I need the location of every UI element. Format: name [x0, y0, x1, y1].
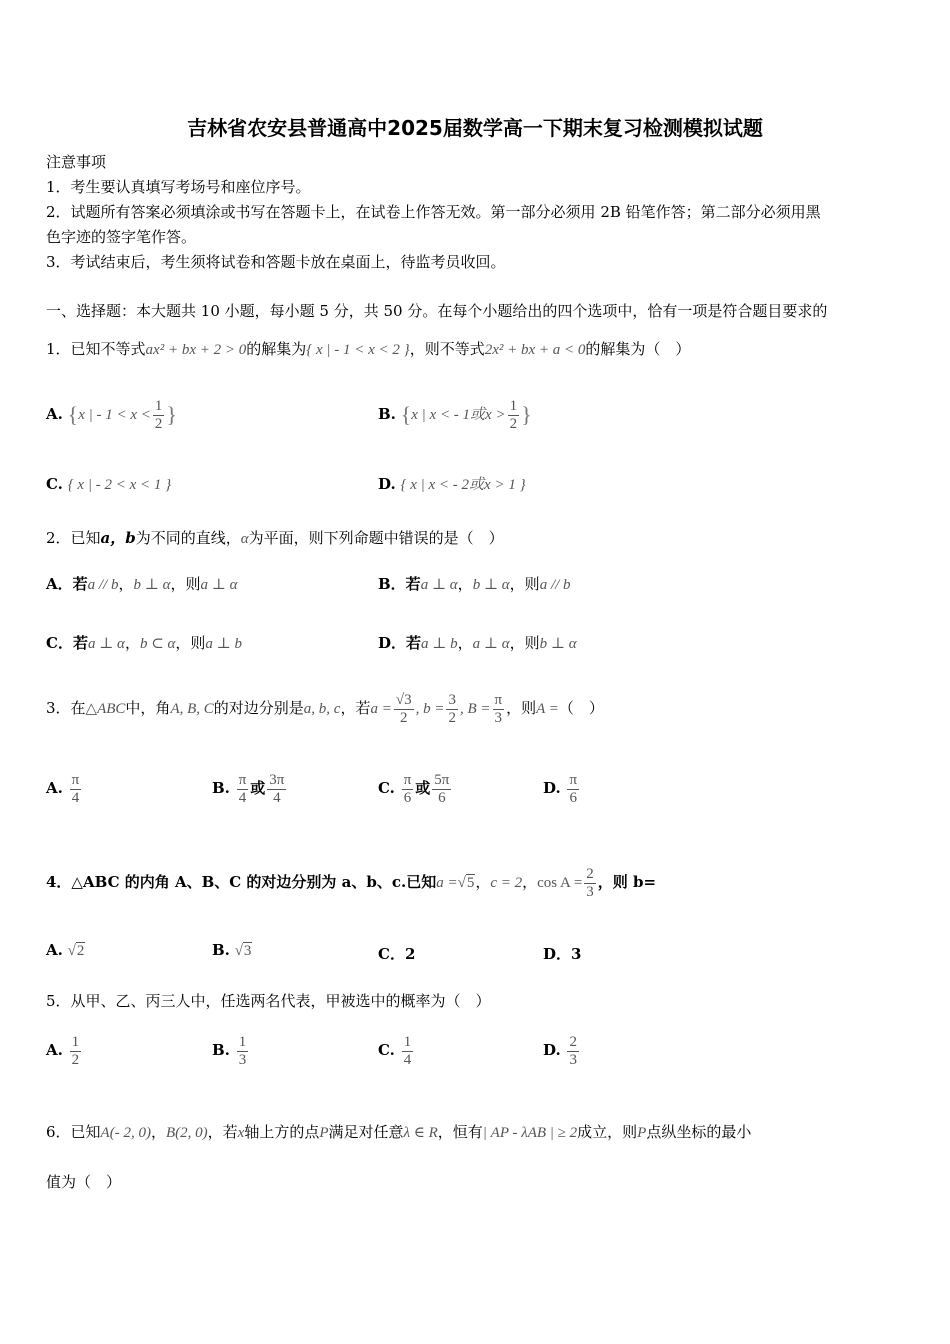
sep: ， [522, 873, 538, 891]
q3-option-b[interactable] [212, 768, 288, 808]
frac-den: 3 [238, 1051, 247, 1068]
q5-option-b[interactable] [212, 1030, 250, 1070]
frac-num: π [403, 771, 412, 788]
or-text: 或 [415, 779, 431, 797]
page-title: 吉林省农安县普通高中2025届数学高一下期末复习检测模拟试题 [187, 116, 763, 140]
frac-den: 4 [403, 1051, 412, 1068]
sep: ， [118, 575, 134, 593]
sep: ，则 [170, 575, 201, 593]
q6-math: B(2, 0) [165, 1125, 208, 1141]
q3-math: A = [536, 701, 559, 717]
q1-option-b[interactable]: B. {x | x < - 1或x > $\frac{1}{2}$ } [378, 397, 532, 432]
q4-math: c = 2 [490, 875, 523, 891]
q4-option-c[interactable] [378, 944, 415, 964]
q2-option-b[interactable] [378, 574, 571, 595]
q3-math: , b = [415, 701, 445, 717]
q6-math: λ ∈ R [403, 1125, 438, 1141]
sep: ， [457, 634, 473, 652]
frac-den: 4 [238, 789, 247, 806]
frac-num: 3 [448, 691, 456, 708]
option-math: a // b [539, 577, 571, 593]
option-math: b ⊥ α [472, 577, 510, 593]
notice-item: 2．试题所有答案必须填涂或书写在答题卡上，在试卷上作答无效。第一部分必须用 2B 铅笔作答；第二部分必须用黑 [46, 203, 821, 221]
q6-math: x [237, 1125, 245, 1141]
question-2 [46, 528, 504, 549]
option-math: a ⊥ b [205, 636, 243, 652]
option-math: x | - 1 < x < [78, 407, 151, 423]
frac-den: 3 [494, 709, 503, 726]
question-6 [46, 1122, 751, 1143]
q3-math: a, b, c [303, 701, 341, 717]
q3-text: 中，角 [125, 699, 171, 717]
q1-option-a[interactable]: A. {x | - 1 < x < $\frac{1}{2}$ } [46, 397, 177, 432]
q3-option-a[interactable] [46, 768, 83, 808]
section-heading: 一、选择题：本大题共 10 小题，每小题 5 分，共 50 分。在每个小题给出的四个选项中，恰有一项是符合题目要求的 [46, 302, 828, 320]
frac-num: 1 [71, 1033, 80, 1050]
sep: ，则 [509, 575, 540, 593]
q6-text: 轴上方的点 [244, 1123, 320, 1141]
frac-num: 5π [434, 771, 450, 788]
q2-text: 为平面，则下列命题中错误的是（ ） [248, 529, 504, 547]
option-label: A. [46, 941, 63, 959]
q3-text: （ ） [558, 699, 604, 717]
or-text: 或 [250, 779, 266, 797]
option-math: x | x < - 1或x > [411, 407, 506, 423]
q6-number: 6．已知 [46, 1123, 101, 1141]
option-math: a ⊥ b [421, 636, 458, 652]
sqrt-radicand: 3 [243, 943, 252, 959]
q3-text: ，若 [340, 699, 371, 717]
option-label: B. [378, 405, 396, 423]
option-math: a ⊥ α [472, 636, 510, 652]
q3-option-c[interactable] [378, 768, 453, 808]
option-math: b ⊂ α [139, 636, 176, 652]
option-label: B．若 [378, 575, 421, 593]
q5-option-c[interactable] [378, 1030, 415, 1070]
option-label: C． [378, 945, 405, 963]
q2-text: 为不同的直线， [135, 529, 241, 547]
q6-text: ，若 [207, 1123, 238, 1141]
q3-math: △ABC [85, 701, 126, 717]
frac-num: 3π [269, 771, 285, 788]
frac-den: 4 [71, 789, 80, 806]
q6-text: 满足对任意 [328, 1123, 404, 1141]
option-math: b ⊥ α [539, 636, 577, 652]
q4-math: cos A = [537, 875, 583, 891]
frac-num: 2 [586, 865, 594, 882]
frac-den: 2 [448, 709, 456, 726]
frac-den: 2 [154, 415, 163, 432]
option-label: B. [212, 1041, 230, 1059]
frac-num: 1 [238, 1033, 247, 1050]
option-math: { x | x < - 2或x > 1 } [400, 477, 526, 493]
sep: ， [150, 1123, 166, 1141]
q3-text: 的对边分别是 [213, 699, 304, 717]
q2-number: 2．已知 [46, 529, 101, 547]
sqrt-radicand: 5 [466, 875, 475, 891]
q3-option-d[interactable] [543, 768, 581, 808]
q1-math: 2x² + bx + a < 0 [484, 342, 586, 358]
option-math: a ⊥ α [200, 577, 238, 593]
question-5: 5．从甲、乙、丙三人中，任选两名代表，甲被选中的概率为（ ） [46, 992, 491, 1010]
q1-text: 的解集为（ ） [585, 340, 691, 358]
q3-text: ，则 [506, 699, 537, 717]
q1-math: ax² + bx + 2 > 0 [145, 342, 247, 358]
q4-option-b[interactable]: B. √3 [212, 941, 252, 959]
sep: ， [124, 634, 140, 652]
q2-math: α [240, 531, 249, 547]
q4-text: ，则 b= [597, 873, 657, 891]
q5-option-d[interactable] [543, 1030, 581, 1070]
frac-num: 2 [569, 1033, 577, 1050]
option-label: A．若 [46, 575, 88, 593]
q5-option-a[interactable] [46, 1030, 83, 1070]
q1-text: 的解集为 [246, 340, 307, 358]
frac-den: 2 [399, 709, 408, 726]
option-label: B. [212, 941, 230, 959]
frac-num: π [494, 691, 503, 708]
option-label: D. [543, 779, 561, 797]
question-4: 4．△ABC 的内角 A、B、C 的对边分别为 a、b、c.已知a =√5，c = 2，cos A = $\frac{2}{3}$ ，则 b= [46, 865, 657, 900]
sep: ，则 [175, 634, 206, 652]
sqrt-radicand: 2 [76, 943, 85, 959]
sep: ，则 [509, 634, 540, 652]
frac-den: 4 [273, 789, 281, 806]
q6-math: P [319, 1125, 329, 1141]
q1-text: ，则不等式 [409, 340, 485, 358]
q4-option-d[interactable] [543, 944, 581, 964]
option-label: C. [378, 779, 395, 797]
q2-option-a[interactable] [46, 574, 237, 595]
option-label: D. [378, 475, 396, 493]
q6-text: 点纵坐标的最小 [646, 1123, 752, 1141]
option-math: { x | - 2 < x < 1 } [67, 477, 172, 493]
option-label: C. [46, 475, 63, 493]
frac-num: 1 [154, 397, 163, 414]
option-math: b ⊥ α [133, 577, 171, 593]
sep: ， [475, 873, 491, 891]
notice-item: 1．考生要认真填写考场号和座位序号。 [46, 178, 311, 196]
q4-math: a = [436, 875, 458, 891]
notice-item: 色字迹的签字笔作答。 [46, 228, 197, 246]
question-1 [46, 339, 690, 360]
option-label: A. [46, 779, 63, 797]
q6-math: | AP - λAB | ≥ 2 [482, 1125, 578, 1141]
q6-math: P [637, 1125, 647, 1141]
frac-den: 2 [71, 1051, 80, 1068]
option-label: C. [378, 1041, 395, 1059]
notice-item: 3．考试结束后，考生须将试卷和答题卡放在桌面上，待监考员收回。 [46, 253, 506, 271]
option-math: a ⊥ α [87, 636, 125, 652]
q3-math: , B = [459, 701, 491, 717]
q2-option-c[interactable] [46, 633, 242, 654]
q6-text: 成立，则 [577, 1123, 638, 1141]
frac-num: 1 [509, 397, 518, 414]
q1-option-d[interactable] [378, 474, 526, 495]
q6-line-2: 值为（ ） [46, 1173, 122, 1191]
frac-num: π [238, 771, 247, 788]
frac-den: 6 [569, 789, 578, 806]
sep: ， [457, 575, 473, 593]
frac-num: π [71, 771, 80, 788]
option-label: B. [212, 779, 230, 797]
q4-option-a[interactable]: A. √2 [46, 941, 85, 959]
frac-den: 6 [403, 789, 412, 806]
option-label: A. [46, 405, 63, 423]
q6-text: ，恒有 [437, 1123, 483, 1141]
option-label: D． [543, 945, 572, 963]
q2-lines: a，b [100, 529, 136, 547]
q1-option-c[interactable] [46, 474, 171, 495]
option-label: D．若 [378, 634, 422, 652]
option-label: D. [543, 1041, 561, 1059]
option-label: C．若 [46, 634, 88, 652]
q3-math: A, B, C [170, 701, 214, 717]
q3-math: a = [370, 701, 392, 717]
frac-num: 1 [403, 1033, 412, 1050]
option-math: a // b [87, 577, 119, 593]
frac-den: 3 [586, 883, 594, 900]
option-label: A. [46, 1041, 63, 1059]
frac-den: 2 [509, 415, 518, 432]
question-3 [46, 688, 604, 729]
frac-num: π [569, 771, 578, 788]
q1-math: { x | - 1 < x < 2 } [306, 342, 410, 358]
option-value: 3 [571, 945, 582, 963]
q4-text: 4．△ABC 的内角 A、B、C 的对边分别为 a、b、c.已知 [46, 873, 437, 891]
frac-num: √3 [395, 691, 412, 708]
frac-den: 6 [438, 789, 446, 806]
q1-number: 1．已知不等式 [46, 340, 146, 358]
q6-math: A(- 2, 0) [100, 1125, 151, 1141]
option-math: a ⊥ α [420, 577, 458, 593]
option-value: 2 [404, 945, 416, 963]
q2-option-d[interactable] [378, 633, 577, 654]
frac-den: 3 [569, 1051, 577, 1068]
notice-heading: 注意事项 [46, 153, 107, 171]
q3-number: 3．在 [46, 699, 86, 717]
